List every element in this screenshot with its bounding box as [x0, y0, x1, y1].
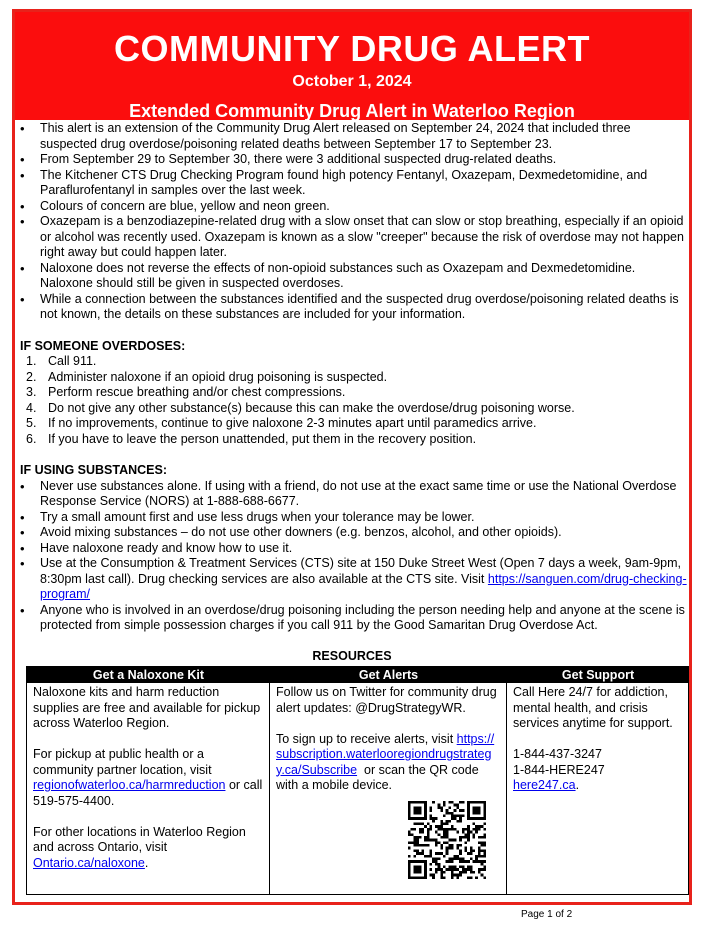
using-heading: IF USING SUBSTANCES:: [20, 463, 167, 477]
list-item: [18, 432, 690, 448]
naloxone-column: [27, 683, 270, 894]
alert-header: [15, 12, 689, 120]
qr-code-icon[interactable]: [408, 801, 486, 879]
list-item: • The Kitchener CTS Drug Checking Program found high potency Fentanyl, Oxazepam, Dexmedetomidine, and Paraflurofentanyl in samples over the last week.: [18, 168, 690, 199]
naloxone-ontario: For other locations in Waterloo Region and across Ontario, visit Ontario.ca/naloxone.: [33, 824, 246, 870]
list-item: • Avoid mixing substances – do not use other downers (e.g. benzos, alcohol, and other opioids).: [18, 525, 690, 541]
alerts-twitter: Follow us on Twitter for community drug alert updates: @DrugStrategyWR.: [276, 685, 497, 715]
resources-title: RESOURCES: [312, 649, 392, 663]
using-bullets: [18, 479, 690, 634]
list-item: • Never use substances alone. If using with a friend, do not use at the exact same time or use the National Overdose Response Service (NORS) at 1-888-688-6677.: [18, 479, 690, 510]
list-item: • Have naloxone ready and know how to use it.: [18, 541, 690, 557]
step-number: 3.: [26, 385, 37, 399]
step-text: If no improvements, continue to give naloxone 2-3 minutes apart until paramedics arrive.: [48, 416, 537, 430]
drug-checking-link[interactable]: https://sanguen.com/drug-checking-program/: [40, 571, 687, 601]
list-item: • Anyone who is involved in an overdose/drug poisoning including the person needing help and anyone at the scene is protected from simple possession charges if you call 911 by the Good Samaritan Drug Overdose Act.: [18, 603, 690, 634]
page-title: COMMUNITY DRUG ALERT: [114, 28, 590, 69]
page-number: Page 1 of 2: [521, 909, 573, 920]
alert-bullets: [18, 121, 690, 323]
support-link-line: here247.ca.: [513, 778, 580, 792]
ontario-naloxone-link[interactable]: Ontario.ca/naloxone: [33, 855, 145, 870]
list-item: [18, 385, 690, 401]
list-item: • Oxazepam is a benzodiazepine-related drug with a slow onset that can slow or stop breathing, especially if an opioid or alcohol was recently used. Oxazepam is known as a slow "creeper" because the risk of overdose may not happen right away but could happen later.: [18, 214, 690, 261]
list-item: [18, 370, 690, 386]
alert-date: October 1, 2024: [292, 73, 412, 90]
alert-body: [18, 121, 690, 634]
step-number: 6.: [26, 431, 37, 446]
support-phone-1: 1-844-437-3247: [513, 747, 602, 761]
here247-link[interactable]: here247.ca: [513, 778, 576, 792]
list-item: • Naloxone does not reverse the effects of non-opioid substances such as Oxazepam and Dexmedetomidine. Naloxone should still be given in suspected overdoses.: [18, 261, 690, 292]
step-text: Do not give any other substance(s) because this can make the overdose/drug poisoning worse.: [48, 400, 575, 415]
step-text: If you have to leave the person unattended, put them in the recovery position.: [48, 431, 477, 446]
alerts-heading: Get Alerts: [358, 668, 419, 682]
alerts-subscribe: To sign up to receive alerts, visit https://subscription.waterlooregiondrugstrategy.ca/Subscribe or scan the QR code with a mobile device.: [276, 731, 495, 792]
list-item: [18, 416, 690, 432]
support-text: Call Here 24/7 for addiction, mental health, and crisis services anytime for support.: [513, 685, 673, 730]
list-item: • Try a small amount first and use less drugs when your tolerance may be lower.: [18, 510, 690, 526]
list-item: • Colours of concern are blue, yellow and neon green.: [18, 199, 690, 215]
naloxone-heading: Get a Naloxone Kit: [92, 668, 205, 682]
resources-table: [26, 666, 689, 895]
overdose-steps: [18, 354, 690, 447]
step-number: 4.: [26, 400, 37, 415]
subscribe-link[interactable]: https://subscription.waterlooregiondrugstrategy.ca/Subscribe: [276, 731, 495, 777]
step-number: 1.: [26, 354, 37, 368]
list-item: • This alert is an extension of the Community Drug Alert released on September 24, 2024 that included three suspected drug overdose/poisoning related deaths between September 17 to September 23.: [18, 121, 690, 152]
support-column: [507, 683, 689, 894]
step-number: 2.: [26, 369, 37, 384]
support-phone-2: 1-844-HERE247: [513, 762, 605, 777]
overdose-heading: IF SOMEONE OVERDOSES:: [20, 338, 186, 353]
naloxone-pickup: For pickup at public health or a community partner location, visit regionofwaterloo.ca/harmreduction or call 519-575-4400.: [33, 747, 263, 808]
list-item: [18, 401, 690, 417]
support-heading: Get Support: [561, 668, 635, 682]
list-item: • While a connection between the substances identified and the suspected drug overdose/poisoning related deaths is not known, the details on these substances are included for your information.: [18, 292, 690, 323]
list-item: • From September 29 to September 30, there were 3 additional suspected drug-related deaths.: [18, 152, 690, 168]
resources-header-row: [27, 667, 688, 683]
step-number: 5.: [26, 416, 37, 430]
step-text: Administer naloxone if an opioid drug poisoning is suspected.: [48, 369, 388, 384]
alerts-column: [270, 683, 507, 894]
alert-subtitle: Extended Community Drug Alert in Waterloo Region: [129, 101, 575, 121]
step-text: Call 911.: [48, 354, 97, 368]
list-item: [18, 556, 690, 603]
step-text: Perform rescue breathing and/or chest compressions.: [48, 385, 346, 399]
harm-reduction-link[interactable]: regionofwaterloo.ca/harmreduction: [33, 778, 226, 792]
cts-text: Use at the Consumption & Treatment Services (CTS) site at 150 Duke Street West (Open 7 days a week, 9am-9pm, 8:30pm last call). Drug checking services are also available at the CTS site. Visit: [40, 556, 682, 586]
list-item: [18, 354, 690, 370]
naloxone-text: Naloxone kits and harm reduction supplies are free and available for pickup across Waterloo Region.: [33, 685, 261, 730]
